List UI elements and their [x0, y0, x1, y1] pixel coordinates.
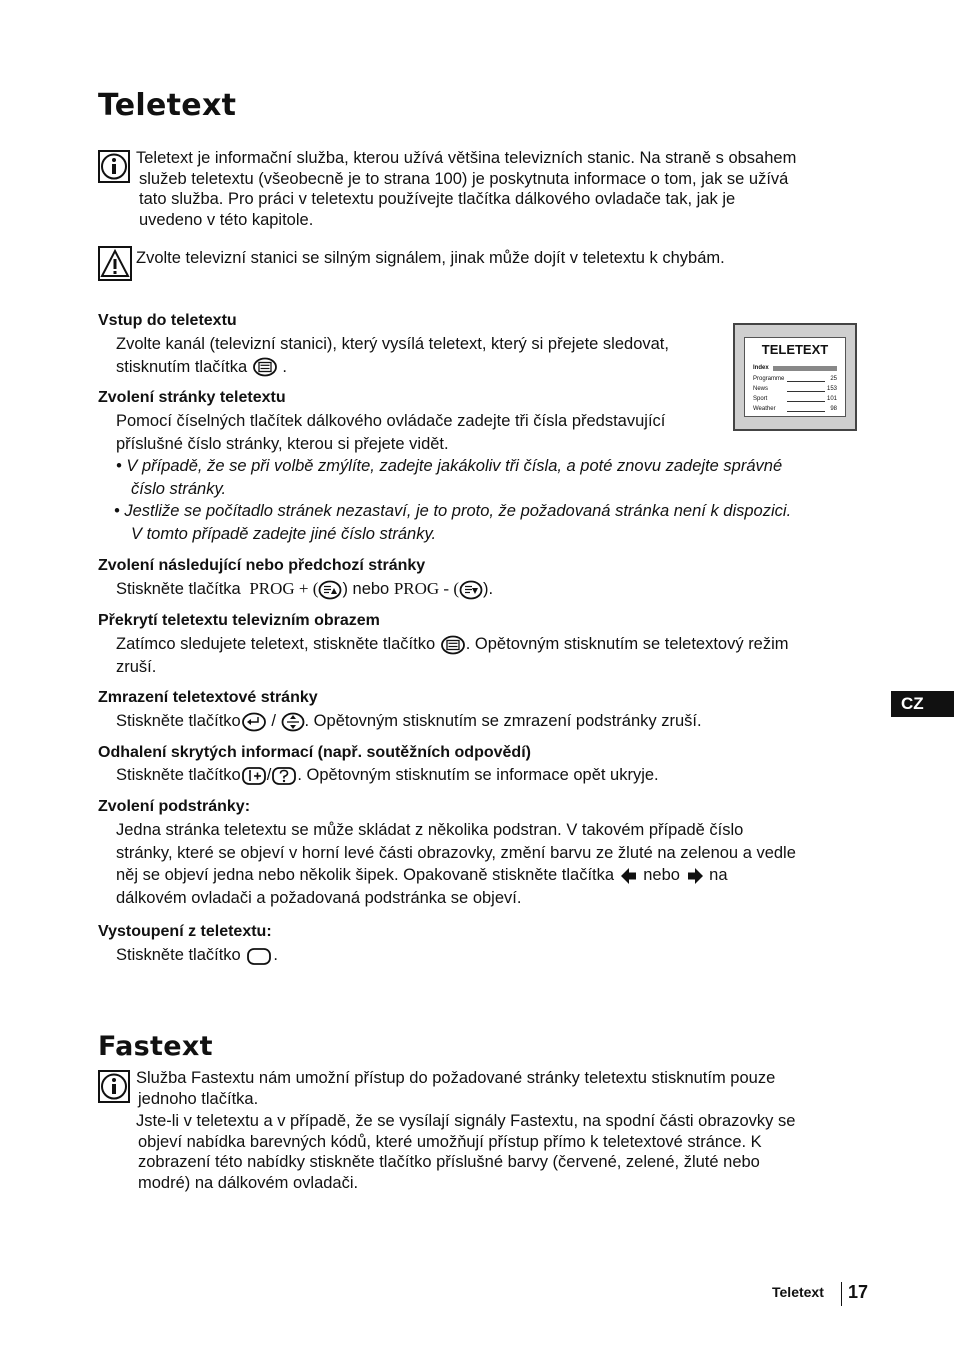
reveal-text-cont: . Opětovným stisknutím se informace opět ukryje. — [297, 766, 659, 784]
fastext-p1-line-2: jednoho tlačítka. — [138, 1089, 259, 1108]
select-line-2: příslušné číslo stránky, kterou si přejete vidět. — [116, 434, 449, 453]
section-heading-exit: Vystoupení z teletextu: — [98, 923, 272, 940]
overlay-line-2: zruší. — [116, 657, 157, 676]
enter-line-2-text: stisknutím tlačítka — [116, 357, 248, 376]
intro-line-3: tato služba. Pro práci v teletextu používejte tlačítka dálkového ovladače tak, jak je — [139, 190, 736, 208]
section-heading-nextprev: Zvolení následující nebo předchozí stránky — [98, 557, 426, 574]
subpage-button-icon — [281, 712, 305, 732]
teletext-row-page: 98 — [830, 406, 837, 412]
page-up-button-icon — [318, 580, 342, 600]
teletext-row-label: Weather — [753, 406, 776, 412]
teletext-row-leader — [787, 391, 825, 392]
overlay-line-1 — [116, 633, 876, 656]
freeze-text: Stiskněte tlačítko — [116, 712, 241, 730]
section-heading-freeze: Zmrazení teletextové stránky — [98, 689, 318, 706]
arrow-left-icon — [619, 866, 639, 886]
subpage-line-2: stránky, které se objeví v horní levé části obrazovky, změní barvu ze žluté na zelenou a vedle — [116, 843, 796, 862]
fastext-p2-line-2: objeví nabídka barevných kódů, které umožňují přístup přímo k teletextové stránce. K — [138, 1132, 762, 1151]
exit-text: Stiskněte tlačítko — [116, 946, 241, 964]
enter-line-2 — [116, 356, 669, 379]
reveal-slash: / — [266, 766, 272, 784]
warning-text: Zvolte televizní stanici se silným signálem, jinak může dojít v teletextu k chybám. — [136, 249, 725, 267]
section-heading-reveal: Odhalení skrytých informací (např. soutěžních odpovědí) — [98, 744, 531, 761]
teletext-index-row — [753, 365, 837, 373]
arrow-right-icon — [685, 866, 705, 886]
subpage-line-3-text: něj se objeví jedna nebo několik šipek. Opakovaně stiskněte tlačítka — [116, 866, 615, 884]
teletext-screen — [744, 337, 846, 417]
nextprev-or: ) nebo — [342, 580, 390, 598]
select-bullet-1: • V případě, že se při volbě zmýlíte, zadejte jakákoliv tři čísla, a poté znovu zadejte správné — [116, 457, 783, 475]
page-number: 17 — [848, 1282, 869, 1302]
teletext-row-label: Programme — [753, 376, 785, 382]
freeze-slash: / — [271, 712, 276, 730]
language-tab: CZ — [891, 691, 954, 717]
teletext-row-leader — [787, 381, 825, 382]
section-body-enter — [116, 333, 669, 378]
section-body-nextprev — [116, 578, 493, 601]
section-heading-overlay: Překrytí teletextu televizním obrazem — [98, 612, 380, 629]
teletext-button-icon — [440, 635, 466, 655]
fastext-p2-line-3: zobrazení této nabídky stiskněte tlačítko příslušné barvy (červené, zelené, žluté nebo — [138, 1153, 760, 1171]
fastext-p2-line-4: modré) na dálkovém ovladači. — [138, 1173, 359, 1192]
intro-line-1: Teletext je informační služba, kterou užívá většina televizních stanic. Na straně s obsahem — [136, 149, 797, 167]
teletext-row — [753, 396, 837, 404]
page-down-button-icon — [459, 580, 483, 600]
subpage-or: nebo — [643, 866, 680, 884]
subpage-line-3-end: na — [709, 866, 728, 884]
freeze-text-cont: . Opětovným stisknutím se zmrazení podstránky zruší. — [304, 712, 702, 730]
fastext-paragraph-2 — [136, 1111, 916, 1193]
section-body-freeze — [116, 710, 702, 733]
teletext-row-label: Sport — [753, 396, 768, 402]
subpage-line-4: dálkovém ovladači a požadovaná podstránka se objeví. — [116, 888, 522, 907]
intro-line-4: uvedeno v této kapitole. — [139, 210, 314, 229]
fastext-p1-line-1: Služba Fastextu nám umožní přístup do požadované stránky teletextu stisknutím pouze — [136, 1069, 776, 1087]
teletext-button-icon — [252, 357, 278, 377]
intro-info-text — [136, 148, 896, 230]
footer-section-label: Teletext — [772, 1284, 824, 1300]
fastext-title: Fastext — [98, 1031, 213, 1062]
subpage-line-3 — [116, 864, 876, 887]
select-line-1: Pomocí číselných tlačítek dálkového ovládače zadejte tři čísla představující — [116, 412, 666, 430]
section-body-exit — [116, 944, 278, 967]
teletext-index-bar — [773, 366, 837, 371]
warning-icon — [98, 246, 132, 281]
teletext-row-page: 25 — [830, 376, 837, 382]
nextprev-text: Stiskněte tlačítka — [116, 580, 241, 598]
enter-line-2-end: . — [282, 357, 287, 376]
prog-plus-label: PROG + ( — [249, 579, 319, 598]
overlay-text-cont: . Opětovným stisknutím se teletextový režim — [465, 635, 789, 653]
hold-button-icon — [241, 712, 267, 732]
section-body-select — [116, 410, 876, 545]
fastext-paragraph-1 — [136, 1068, 896, 1109]
page-title: Teletext — [98, 88, 237, 123]
info-icon — [98, 150, 130, 183]
footer-divider — [841, 1282, 842, 1306]
subpage-line-1: Jedna stránka teletextu se může skládat z několika podstran. V takovém případě číslo — [116, 821, 744, 839]
teletext-index-label: Index — [753, 365, 769, 371]
exit-text-end: . — [273, 946, 278, 964]
select-bullet-1-cont: číslo stránky. — [131, 479, 227, 498]
nextprev-end: ). — [483, 580, 494, 598]
intro-line-2: služeb teletextu (všeobecně je to strana 100) je poskytnuta informace o tom, jak se užívá — [139, 169, 789, 188]
select-bullet-2-cont: V tomto případě zadejte jiné číslo stránky. — [131, 524, 437, 543]
section-heading-enter: Vstup do teletextu — [98, 312, 237, 329]
section-body-overlay — [116, 633, 876, 678]
section-body-reveal — [116, 764, 659, 787]
info-icon — [98, 1070, 130, 1103]
reveal-button-icon — [271, 766, 297, 786]
fastext-p2-line-1: Jste-li v teletextu a v případě, že se vysílají signály Fastextu, na spodní části obrazovky se — [136, 1112, 796, 1130]
teletext-row-page: 153 — [826, 386, 837, 392]
select-bullet-2: • Jestliže se počítadlo stránek nezastaví, je to proto, že požadovaná stránka není k dispozici. — [114, 502, 792, 520]
overlay-text: Zatímco sledujete teletext, stiskněte tlačítko — [116, 635, 436, 653]
section-body-subpage — [116, 819, 876, 909]
enter-line-1: Zvolte kanál (televizní stanici), který vysílá teletext, který si přejete sledovat, — [116, 335, 669, 353]
teletext-row-page: 101 — [826, 396, 837, 402]
section-heading-select: Zvolení stránky teletextu — [98, 389, 286, 406]
prog-minus-label: PROG - ( — [393, 579, 459, 598]
teletext-screen-title: TELETEXT — [761, 342, 829, 357]
teletext-row — [753, 386, 837, 394]
teletext-row-leader — [787, 401, 825, 402]
teletext-row-label: News — [753, 386, 769, 392]
tv-button-icon — [245, 946, 273, 966]
teletext-row — [753, 376, 837, 384]
reveal-text: Stiskněte tlačítko — [116, 766, 241, 784]
index-button-icon — [241, 766, 267, 786]
section-heading-subpage: Zvolení podstránky: — [98, 798, 251, 815]
